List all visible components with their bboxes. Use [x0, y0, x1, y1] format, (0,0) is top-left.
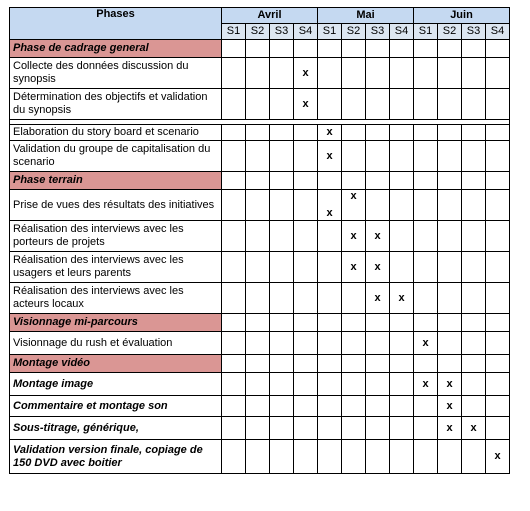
schedule-mark: x	[302, 66, 309, 79]
phase-row	[10, 314, 510, 332]
schedule-cell	[270, 125, 294, 141]
schedule-cell	[390, 332, 414, 355]
schedule-cell	[270, 172, 294, 190]
week-header: S3	[462, 24, 486, 40]
schedule-cell	[414, 89, 438, 120]
schedule-cell	[390, 58, 414, 89]
schedule-cell	[318, 172, 342, 190]
schedule-cell	[486, 417, 510, 440]
phase-title: Visionnage mi-parcours	[10, 314, 222, 332]
schedule-cell	[270, 332, 294, 355]
schedule-cell	[246, 440, 270, 474]
task-row	[10, 58, 510, 89]
schedule-cell	[342, 221, 366, 252]
schedule-cell	[294, 440, 318, 474]
schedule-cell	[294, 252, 318, 283]
schedule-cell	[414, 440, 438, 474]
schedule-cell	[366, 58, 390, 89]
schedule-cell	[222, 440, 246, 474]
schedule-cell	[342, 58, 366, 89]
schedule-mark: x	[350, 190, 357, 202]
schedule-cell	[270, 141, 294, 172]
schedule-cell	[294, 40, 318, 58]
schedule-cell	[390, 440, 414, 474]
schedule-mark: x	[446, 421, 453, 434]
schedule-cell	[294, 89, 318, 120]
schedule-cell	[414, 40, 438, 58]
phase-row	[10, 172, 510, 190]
schedule-cell	[486, 58, 510, 89]
schedule-cell	[390, 396, 414, 417]
schedule-mark: x	[326, 207, 333, 219]
phase-title: Phase de cadrage general	[10, 40, 222, 58]
schedule-cell	[246, 355, 270, 373]
schedule-cell	[486, 332, 510, 355]
schedule-cell	[318, 89, 342, 120]
schedule-mark: x	[446, 377, 453, 390]
schedule-cell	[294, 355, 318, 373]
week-header: S4	[390, 24, 414, 40]
schedule-cell	[438, 283, 462, 314]
schedule-cell	[366, 190, 390, 221]
schedule-cell	[222, 190, 246, 221]
schedule-cell	[294, 283, 318, 314]
schedule-cell	[342, 172, 366, 190]
schedule-cell	[366, 373, 390, 396]
schedule-cell	[462, 58, 486, 89]
schedule-cell	[246, 252, 270, 283]
schedule-cell	[486, 396, 510, 417]
schedule-cell	[366, 314, 390, 332]
schedule-mark: x	[302, 97, 309, 110]
schedule-mark: x	[446, 399, 453, 412]
schedule-cell	[318, 125, 342, 141]
schedule-cell	[390, 125, 414, 141]
week-header: S1	[318, 24, 342, 40]
schedule-cell	[438, 373, 462, 396]
schedule-cell	[414, 221, 438, 252]
task-row	[10, 283, 510, 314]
schedule-cell	[318, 332, 342, 355]
schedule-cell	[390, 252, 414, 283]
schedule-cell	[414, 172, 438, 190]
schedule-cell	[342, 190, 366, 221]
task-row	[10, 190, 510, 221]
schedule-cell	[366, 417, 390, 440]
schedule-cell	[342, 355, 366, 373]
schedule-cell	[462, 396, 486, 417]
schedule-cell	[342, 40, 366, 58]
schedule-cell	[390, 172, 414, 190]
schedule-cell	[462, 190, 486, 221]
schedule-cell	[462, 221, 486, 252]
schedule-cell	[294, 221, 318, 252]
schedule-cell	[366, 172, 390, 190]
schedule-cell	[246, 417, 270, 440]
schedule-cell	[318, 417, 342, 440]
schedule-cell	[366, 396, 390, 417]
task-row	[10, 252, 510, 283]
schedule-cell	[270, 440, 294, 474]
schedule-cell	[438, 314, 462, 332]
schedule-cell	[222, 58, 246, 89]
schedule-cell	[438, 89, 462, 120]
task-label: Réalisation des interviews avec les porteurs de projets	[10, 221, 222, 252]
schedule-cell	[414, 332, 438, 355]
task-row	[10, 89, 510, 120]
schedule-cell	[366, 141, 390, 172]
schedule-cell	[246, 40, 270, 58]
month-header: Mai	[318, 8, 414, 24]
schedule-cell	[438, 252, 462, 283]
schedule-cell	[462, 373, 486, 396]
schedule-cell	[246, 314, 270, 332]
schedule-cell	[222, 332, 246, 355]
schedule-cell	[366, 440, 390, 474]
schedule-cell	[438, 221, 462, 252]
schedule-cell	[222, 40, 246, 58]
task-row	[10, 373, 510, 396]
schedule-cell	[246, 58, 270, 89]
month-header: Juin	[414, 8, 510, 24]
schedule-cell	[342, 252, 366, 283]
schedule-cell	[462, 89, 486, 120]
week-header: S4	[486, 24, 510, 40]
schedule-cell	[438, 172, 462, 190]
schedule-cell	[246, 172, 270, 190]
schedule-cell	[366, 221, 390, 252]
task-row	[10, 221, 510, 252]
task-label: Visionnage du rush et évaluation	[10, 332, 222, 355]
task-label: Validation du groupe de capitalisation du scenario	[10, 141, 222, 172]
week-header: S2	[246, 24, 270, 40]
schedule-cell	[270, 89, 294, 120]
schedule-cell	[486, 89, 510, 120]
task-label: Réalisation des interviews avec les usagers et leurs parents	[10, 252, 222, 283]
schedule-cell	[270, 396, 294, 417]
schedule-cell	[222, 283, 246, 314]
week-header: S2	[342, 24, 366, 40]
schedule-cell	[414, 190, 438, 221]
schedule-cell	[270, 221, 294, 252]
schedule-cell	[366, 332, 390, 355]
schedule-cell	[486, 252, 510, 283]
schedule-cell	[294, 125, 318, 141]
schedule-cell	[438, 58, 462, 89]
schedule-cell	[462, 252, 486, 283]
schedule-cell	[318, 141, 342, 172]
schedule-cell	[486, 141, 510, 172]
task-label: Détermination des objectifs et validation du synopsis	[10, 89, 222, 120]
schedule-cell	[246, 141, 270, 172]
schedule-cell	[342, 89, 366, 120]
schedule-cell	[318, 221, 342, 252]
schedule-cell	[438, 355, 462, 373]
schedule-cell	[414, 396, 438, 417]
task-row	[10, 396, 510, 417]
schedule-cell	[366, 89, 390, 120]
schedule-cell	[486, 373, 510, 396]
schedule-cell	[246, 373, 270, 396]
schedule-cell	[222, 172, 246, 190]
schedule-cell	[390, 40, 414, 58]
schedule-cell	[414, 373, 438, 396]
schedule-cell	[294, 396, 318, 417]
schedule-cell	[318, 373, 342, 396]
schedule-cell	[222, 141, 246, 172]
schedule-cell	[342, 332, 366, 355]
schedule-cell	[366, 125, 390, 141]
schedule-cell	[486, 314, 510, 332]
schedule-cell	[270, 314, 294, 332]
phase-title: Montage vidéo	[10, 355, 222, 373]
schedule-mark: x	[350, 229, 357, 242]
task-row	[10, 141, 510, 172]
schedule-cell	[486, 172, 510, 190]
schedule-cell	[318, 283, 342, 314]
schedule-cell	[318, 40, 342, 58]
schedule-cell	[246, 283, 270, 314]
month-header: Avril	[222, 8, 318, 24]
schedule-cell	[318, 190, 342, 221]
week-header: S3	[270, 24, 294, 40]
schedule-cell	[294, 172, 318, 190]
schedule-cell	[414, 58, 438, 89]
task-label: Réalisation des interviews avec les acteurs locaux	[10, 283, 222, 314]
schedule-cell	[342, 141, 366, 172]
schedule-cell	[270, 283, 294, 314]
schedule-cell	[318, 355, 342, 373]
schedule-cell	[486, 40, 510, 58]
schedule-cell	[462, 141, 486, 172]
schedule-cell	[390, 221, 414, 252]
schedule-cell	[390, 190, 414, 221]
schedule-cell	[438, 125, 462, 141]
schedule-cell	[462, 417, 486, 440]
schedule-cell	[294, 373, 318, 396]
schedule-cell	[270, 373, 294, 396]
schedule-cell	[390, 283, 414, 314]
schedule-cell	[318, 396, 342, 417]
schedule-cell	[486, 355, 510, 373]
schedule-cell	[342, 440, 366, 474]
task-label: Sous-titrage, générique,	[10, 417, 222, 440]
schedule-cell	[342, 283, 366, 314]
schedule-cell	[366, 355, 390, 373]
schedule-cell	[294, 190, 318, 221]
schedule-cell	[462, 440, 486, 474]
schedule-cell	[270, 355, 294, 373]
schedule-cell	[414, 125, 438, 141]
week-header: S4	[294, 24, 318, 40]
schedule-cell	[222, 314, 246, 332]
schedule-mark: x	[326, 126, 333, 138]
schedule-cell	[414, 252, 438, 283]
schedule-cell	[342, 396, 366, 417]
schedule-cell	[246, 332, 270, 355]
schedule-cell	[462, 355, 486, 373]
schedule-cell	[318, 314, 342, 332]
schedule-cell	[222, 125, 246, 141]
schedule-cell	[462, 125, 486, 141]
planning-table	[9, 7, 510, 474]
schedule-cell	[270, 252, 294, 283]
task-row	[10, 332, 510, 355]
schedule-cell	[462, 314, 486, 332]
schedule-cell	[438, 440, 462, 474]
schedule-cell	[246, 125, 270, 141]
schedule-cell	[462, 283, 486, 314]
schedule-cell	[414, 417, 438, 440]
week-header: S3	[366, 24, 390, 40]
schedule-cell	[486, 440, 510, 474]
task-label: Prise de vues des résultats des initiatives	[10, 190, 222, 221]
schedule-cell	[414, 283, 438, 314]
schedule-cell	[414, 141, 438, 172]
schedule-cell	[438, 190, 462, 221]
schedule-cell	[318, 58, 342, 89]
task-row	[10, 417, 510, 440]
task-row	[10, 440, 510, 474]
schedule-cell	[270, 190, 294, 221]
schedule-mark: x	[350, 260, 357, 273]
task-label: Commentaire et montage son	[10, 396, 222, 417]
schedule-cell	[222, 373, 246, 396]
schedule-cell	[222, 355, 246, 373]
schedule-cell	[390, 373, 414, 396]
week-header: S1	[414, 24, 438, 40]
schedule-cell	[318, 440, 342, 474]
schedule-cell	[390, 141, 414, 172]
schedule-cell	[390, 314, 414, 332]
schedule-cell	[486, 190, 510, 221]
schedule-cell	[462, 40, 486, 58]
phases-header: Phases	[10, 8, 222, 40]
phase-title: Phase terrain	[10, 172, 222, 190]
task-label: Validation version finale, copiage de 150 DVD avec boitier	[10, 440, 222, 474]
schedule-cell	[270, 417, 294, 440]
schedule-mark: x	[398, 291, 405, 304]
schedule-cell	[390, 417, 414, 440]
schedule-cell	[342, 314, 366, 332]
schedule-cell	[438, 332, 462, 355]
week-header: S2	[438, 24, 462, 40]
schedule-cell	[414, 314, 438, 332]
schedule-cell	[438, 417, 462, 440]
phase-row	[10, 355, 510, 373]
task-label: Collecte des données discussion du synopsis	[10, 58, 222, 89]
schedule-cell	[366, 40, 390, 58]
schedule-cell	[342, 373, 366, 396]
schedule-cell	[438, 396, 462, 417]
schedule-cell	[222, 89, 246, 120]
schedule-mark: x	[326, 149, 333, 162]
week-header: S1	[222, 24, 246, 40]
schedule-cell	[294, 141, 318, 172]
schedule-cell	[462, 332, 486, 355]
schedule-mark: x	[470, 421, 477, 434]
task-label: Montage image	[10, 373, 222, 396]
schedule-cell	[342, 125, 366, 141]
schedule-mark: x	[374, 291, 381, 304]
planning-table-container	[9, 7, 510, 474]
schedule-cell	[462, 172, 486, 190]
schedule-cell	[246, 221, 270, 252]
schedule-cell	[390, 89, 414, 120]
schedule-mark: x	[494, 450, 501, 462]
schedule-mark: x	[374, 260, 381, 273]
schedule-cell	[246, 190, 270, 221]
schedule-cell	[222, 221, 246, 252]
schedule-cell	[486, 283, 510, 314]
schedule-cell	[414, 355, 438, 373]
schedule-cell	[438, 141, 462, 172]
schedule-cell	[270, 40, 294, 58]
task-row	[10, 125, 510, 141]
schedule-cell	[294, 314, 318, 332]
schedule-cell	[222, 252, 246, 283]
schedule-cell	[486, 221, 510, 252]
schedule-cell	[342, 417, 366, 440]
schedule-cell	[246, 89, 270, 120]
schedule-cell	[246, 396, 270, 417]
schedule-cell	[486, 125, 510, 141]
schedule-cell	[438, 40, 462, 58]
schedule-mark: x	[422, 377, 429, 390]
schedule-cell	[390, 355, 414, 373]
schedule-cell	[294, 332, 318, 355]
schedule-mark: x	[422, 336, 429, 349]
schedule-cell	[318, 252, 342, 283]
schedule-cell	[366, 283, 390, 314]
schedule-cell	[294, 417, 318, 440]
schedule-cell	[222, 396, 246, 417]
phase-row	[10, 40, 510, 58]
schedule-cell	[270, 58, 294, 89]
schedule-cell	[222, 417, 246, 440]
task-label: Elaboration du story board et scenario	[10, 125, 222, 141]
schedule-cell	[366, 252, 390, 283]
schedule-cell	[294, 58, 318, 89]
schedule-mark: x	[374, 229, 381, 242]
